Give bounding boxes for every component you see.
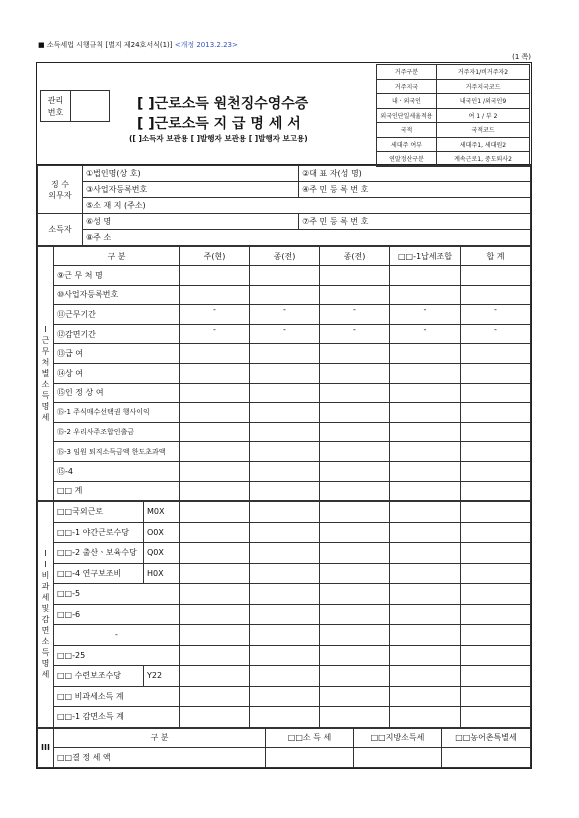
header-law-ref: 소득세법 시행규칙 [별지 제24호서식(1)] xyxy=(46,41,173,49)
section3-cell[interactable] xyxy=(266,747,354,767)
section1-col-header: 구 분 xyxy=(54,247,180,266)
section2-cell[interactable] xyxy=(390,666,461,687)
side-info-label: 세대주 여부 xyxy=(377,137,437,152)
section2-row-label: □□국외근로 xyxy=(54,502,144,523)
section1-cell[interactable] xyxy=(320,383,390,403)
section1-cell[interactable] xyxy=(250,422,320,442)
section1-cell[interactable]: - xyxy=(461,324,531,344)
section2-cell[interactable] xyxy=(461,543,531,564)
section2-cell[interactable] xyxy=(180,666,250,687)
section1-cell[interactable] xyxy=(461,403,531,423)
section1-cell[interactable] xyxy=(180,442,250,462)
section3-label: III xyxy=(38,728,54,767)
section2-row-label: □□-2 출산ㆍ보육수당 xyxy=(54,543,144,564)
section1-cell[interactable] xyxy=(461,481,531,501)
section1-cell[interactable] xyxy=(180,266,250,286)
section1-col-header: 종(전) xyxy=(250,247,320,266)
section2-cell[interactable] xyxy=(250,645,320,666)
payer-representative[interactable]: ②대 표 자(성 명) xyxy=(299,166,531,182)
management-number-label: 관리 번호 xyxy=(41,91,71,121)
section1-cell[interactable] xyxy=(320,363,390,383)
section2-row-code: H0X xyxy=(144,563,180,584)
section1-cell[interactable] xyxy=(390,442,461,462)
earner-label: 소득자 xyxy=(38,214,83,246)
section1-cell[interactable] xyxy=(250,266,320,286)
section2-cell[interactable] xyxy=(320,645,390,666)
section1-label: I 근 무 처 별 소 득 명 세 xyxy=(38,247,54,501)
side-info-label: 국적 xyxy=(377,123,437,138)
section2-cell[interactable] xyxy=(180,645,250,666)
section2-cell[interactable] xyxy=(250,543,320,564)
section2-cell[interactable] xyxy=(390,707,461,728)
section1-col-header: 합 계 xyxy=(461,247,531,266)
section1-cell[interactable] xyxy=(320,285,390,305)
section2-cell[interactable] xyxy=(461,707,531,728)
section2-row-label: □□-1 야간근로수당 xyxy=(54,522,144,543)
earner-name[interactable]: ⑥성 명 xyxy=(83,214,299,230)
section1-cell[interactable]: - xyxy=(461,305,531,325)
section2-cell[interactable] xyxy=(320,584,390,605)
header-bullet: ■ xyxy=(38,41,45,49)
section1-col-header: 종(전) xyxy=(320,247,390,266)
side-info-value[interactable]: 여 1 / 부 2 xyxy=(437,108,530,123)
section2-cell[interactable] xyxy=(461,584,531,605)
section2-cell[interactable] xyxy=(320,625,390,646)
title-box xyxy=(37,63,531,165)
section1-cell[interactable] xyxy=(180,481,250,501)
section2-row-label: □□-25 xyxy=(54,645,180,666)
management-number-box xyxy=(40,90,110,122)
section2-row-label: □□ 수련보조수당 xyxy=(54,666,144,687)
residency-info-table xyxy=(376,64,530,167)
section1-cell[interactable] xyxy=(250,285,320,305)
payer-business-number[interactable]: ③사업자등록번호 xyxy=(83,182,299,198)
section1-cell[interactable] xyxy=(461,461,531,481)
side-info-label: 거주구분 xyxy=(377,65,437,80)
section1-cell[interactable] xyxy=(250,403,320,423)
section1-cell[interactable]: - xyxy=(250,305,320,325)
section2-cell[interactable] xyxy=(320,563,390,584)
section3-row-label: □□결 정 세 액 xyxy=(54,747,266,767)
section1-cell[interactable] xyxy=(390,481,461,501)
section1-row-label: ⑫감면기간 xyxy=(54,324,180,344)
section1-cell[interactable] xyxy=(390,461,461,481)
section2-row-label: □□ 비과세소득 계 xyxy=(54,686,180,707)
section2-cell[interactable] xyxy=(180,502,250,523)
section2-cell[interactable] xyxy=(390,625,461,646)
section1-cell[interactable]: - xyxy=(320,324,390,344)
section1-cell[interactable]: - xyxy=(390,324,461,344)
section2-cell[interactable] xyxy=(461,686,531,707)
section3-col-header: □□농어촌특별세 xyxy=(442,728,531,747)
section1-cell[interactable] xyxy=(250,481,320,501)
section1-cell[interactable] xyxy=(390,266,461,286)
section1-cell[interactable] xyxy=(180,383,250,403)
section1-cell[interactable]: - xyxy=(250,324,320,344)
section2-cell[interactable] xyxy=(250,584,320,605)
section2-cell[interactable] xyxy=(320,543,390,564)
section2-cell[interactable] xyxy=(250,707,320,728)
section2-cell[interactable] xyxy=(390,502,461,523)
section2-cell[interactable] xyxy=(320,707,390,728)
section1-row-label: □□ 계 xyxy=(54,481,180,501)
section2-cell[interactable] xyxy=(320,604,390,625)
section2-cell[interactable] xyxy=(320,666,390,687)
section1-cell[interactable] xyxy=(180,363,250,383)
section1-row-label: ⑨근 무 처 명 xyxy=(54,266,180,286)
section2-cell[interactable] xyxy=(320,686,390,707)
section1-cell[interactable]: - xyxy=(390,305,461,325)
section1-row-label: ⑮-1 주식매수선택권 행사이익 xyxy=(54,403,180,423)
section2-label: I I 비 과 세 및 감 면 소 득 명 세 xyxy=(38,502,54,728)
side-info-value[interactable]: 국적코드 xyxy=(437,123,530,138)
section2-cell[interactable] xyxy=(390,604,461,625)
section1-cell[interactable] xyxy=(180,285,250,305)
earner-address[interactable]: ⑧주 소 xyxy=(83,230,531,246)
section1-cell[interactable] xyxy=(320,442,390,462)
payer-resident-number[interactable]: ④주 민 등 록 번 호 xyxy=(299,182,531,198)
section1-col-header: 주(현) xyxy=(180,247,250,266)
section2-cell[interactable] xyxy=(461,502,531,523)
section2-cell[interactable] xyxy=(250,686,320,707)
section2-cell[interactable] xyxy=(180,604,250,625)
section1-cell[interactable] xyxy=(250,344,320,364)
section1-cell[interactable] xyxy=(180,461,250,481)
section1-cell[interactable] xyxy=(320,266,390,286)
section2-cell[interactable] xyxy=(320,502,390,523)
section1-row-label: ⑭상 여 xyxy=(54,363,180,383)
section2-cell[interactable] xyxy=(461,604,531,625)
side-info-label: 연말정산구분 xyxy=(377,152,437,167)
section1-row-label: ⑮인 정 상 여 xyxy=(54,383,180,403)
section2-nontaxable-income xyxy=(37,501,531,728)
section2-cell[interactable] xyxy=(250,604,320,625)
section1-cell[interactable] xyxy=(461,442,531,462)
section1-cell[interactable] xyxy=(390,403,461,423)
section2-cell[interactable] xyxy=(461,625,531,646)
section1-cell[interactable] xyxy=(320,481,390,501)
section2-cell[interactable] xyxy=(461,563,531,584)
section2-row-code: Q0X xyxy=(144,543,180,564)
section1-cell[interactable] xyxy=(461,344,531,364)
section1-cell[interactable] xyxy=(250,383,320,403)
section2-row-label: □□-4 연구보조비 xyxy=(54,563,144,584)
section2-cell[interactable] xyxy=(250,666,320,687)
side-info-label: 외국인단일세율적용 xyxy=(377,108,437,123)
section1-cell[interactable] xyxy=(250,363,320,383)
section1-row-label: ⑬급 여 xyxy=(54,344,180,364)
earner-resident-number[interactable]: ⑦주 민 등 록 번 호 xyxy=(299,214,531,230)
section2-cell[interactable] xyxy=(180,522,250,543)
form-title-receipt: [ ]근로소득 원천징수영수증 xyxy=(137,96,309,112)
section2-cell[interactable] xyxy=(250,563,320,584)
section2-cell[interactable] xyxy=(250,625,320,646)
section1-row-label: ⑮-3 임원 퇴직소득금액 한도초과액 xyxy=(54,442,180,462)
section2-row-label: □□-5 xyxy=(54,584,180,605)
section3-tax-amount xyxy=(37,728,531,768)
section1-cell[interactable] xyxy=(180,344,250,364)
payer-corp-name[interactable]: ①법인명(상 호) xyxy=(83,166,299,182)
side-info-value[interactable]: 세대주1, 세대원2 xyxy=(437,137,530,152)
management-number-field[interactable] xyxy=(71,91,109,121)
section2-row-code: Y22 xyxy=(144,666,180,687)
section1-cell[interactable] xyxy=(461,363,531,383)
section1-cell[interactable] xyxy=(390,363,461,383)
section1-cell[interactable] xyxy=(180,422,250,442)
section1-cell[interactable] xyxy=(320,461,390,481)
section1-cell[interactable] xyxy=(461,383,531,403)
section2-cell[interactable] xyxy=(180,707,250,728)
page-number: (1 쪽) xyxy=(512,53,531,61)
section3-col-header: □□지방소득세 xyxy=(354,728,442,747)
section1-cell[interactable] xyxy=(390,285,461,305)
section1-cell[interactable] xyxy=(390,383,461,403)
section1-row-label: ⑪근무기간 xyxy=(54,305,180,325)
section2-cell[interactable] xyxy=(180,625,250,646)
section2-cell[interactable] xyxy=(390,522,461,543)
section2-cell[interactable] xyxy=(390,686,461,707)
form-header xyxy=(38,40,238,50)
section1-cell[interactable] xyxy=(250,461,320,481)
side-info-value[interactable]: 계속근로1, 중도퇴사2 xyxy=(437,152,530,167)
section2-cell[interactable] xyxy=(390,645,461,666)
section2-cell[interactable] xyxy=(250,522,320,543)
section2-cell[interactable] xyxy=(461,666,531,687)
section3-cell[interactable] xyxy=(354,747,442,767)
section1-cell[interactable]: - xyxy=(180,305,250,325)
section1-col-header: □□-1납세조합 xyxy=(390,247,461,266)
form-title-statement: [ ]근로소득 지 급 명 세 서 xyxy=(137,116,301,132)
section2-cell[interactable] xyxy=(180,563,250,584)
section2-cell[interactable] xyxy=(390,543,461,564)
section2-cell[interactable] xyxy=(461,522,531,543)
section2-cell[interactable] xyxy=(461,645,531,666)
section3-col-header: 구 분 xyxy=(54,728,266,747)
section1-cell[interactable]: - xyxy=(320,305,390,325)
section2-row-label: □□-1 감면소득 계 xyxy=(54,707,180,728)
section1-cell[interactable] xyxy=(320,422,390,442)
section2-cell[interactable] xyxy=(250,502,320,523)
section1-income-by-workplace xyxy=(37,246,531,501)
form-copy-type: ([ ]소득자 보관용 [ ]발행자 보관용 [ ]발행자 보고용) xyxy=(129,134,308,143)
section1-cell[interactable] xyxy=(461,422,531,442)
tax-form xyxy=(36,62,532,769)
section2-row-label: - xyxy=(54,625,180,646)
section1-cell[interactable] xyxy=(461,266,531,286)
side-info-value[interactable]: 거주지국코드 xyxy=(437,79,530,94)
section1-cell[interactable] xyxy=(390,344,461,364)
section1-cell[interactable] xyxy=(320,344,390,364)
side-info-label: 거주지국 xyxy=(377,79,437,94)
side-info-label: 내ㆍ외국인 xyxy=(377,94,437,109)
payer-earner-section xyxy=(37,165,531,246)
side-info-value[interactable]: 거주자1/비거주자2 xyxy=(437,65,530,80)
section2-row-label: □□-6 xyxy=(54,604,180,625)
section1-cell[interactable] xyxy=(320,403,390,423)
side-info-value[interactable]: 내국인1 /외국인9 xyxy=(437,94,530,109)
section1-row-label: ⑮-2 우리사주조합인출금 xyxy=(54,422,180,442)
section1-cell[interactable] xyxy=(250,442,320,462)
section2-cell[interactable] xyxy=(320,522,390,543)
section2-cell[interactable] xyxy=(390,563,461,584)
section3-cell[interactable] xyxy=(442,747,531,767)
section2-row-code: O0X xyxy=(144,522,180,543)
payer-address[interactable]: ⑤소 재 지 (주소) xyxy=(83,198,531,214)
section1-cell[interactable] xyxy=(390,422,461,442)
section2-cell[interactable] xyxy=(180,584,250,605)
section3-col-header: □□소 득 세 xyxy=(266,728,354,747)
section2-row-code: M0X xyxy=(144,502,180,523)
section1-cell[interactable]: - xyxy=(180,324,250,344)
section1-cell[interactable] xyxy=(180,403,250,423)
section2-cell[interactable] xyxy=(390,584,461,605)
header-revision: <개정 2013.2.23> xyxy=(174,41,238,49)
payer-label: 징 수 의무자 xyxy=(38,166,83,214)
section1-row-label: ⑮-4 xyxy=(54,461,180,481)
section2-cell[interactable] xyxy=(180,543,250,564)
section1-row-label: ⑩사업자등록번호 xyxy=(54,285,180,305)
section1-cell[interactable] xyxy=(461,285,531,305)
section2-cell[interactable] xyxy=(180,686,250,707)
